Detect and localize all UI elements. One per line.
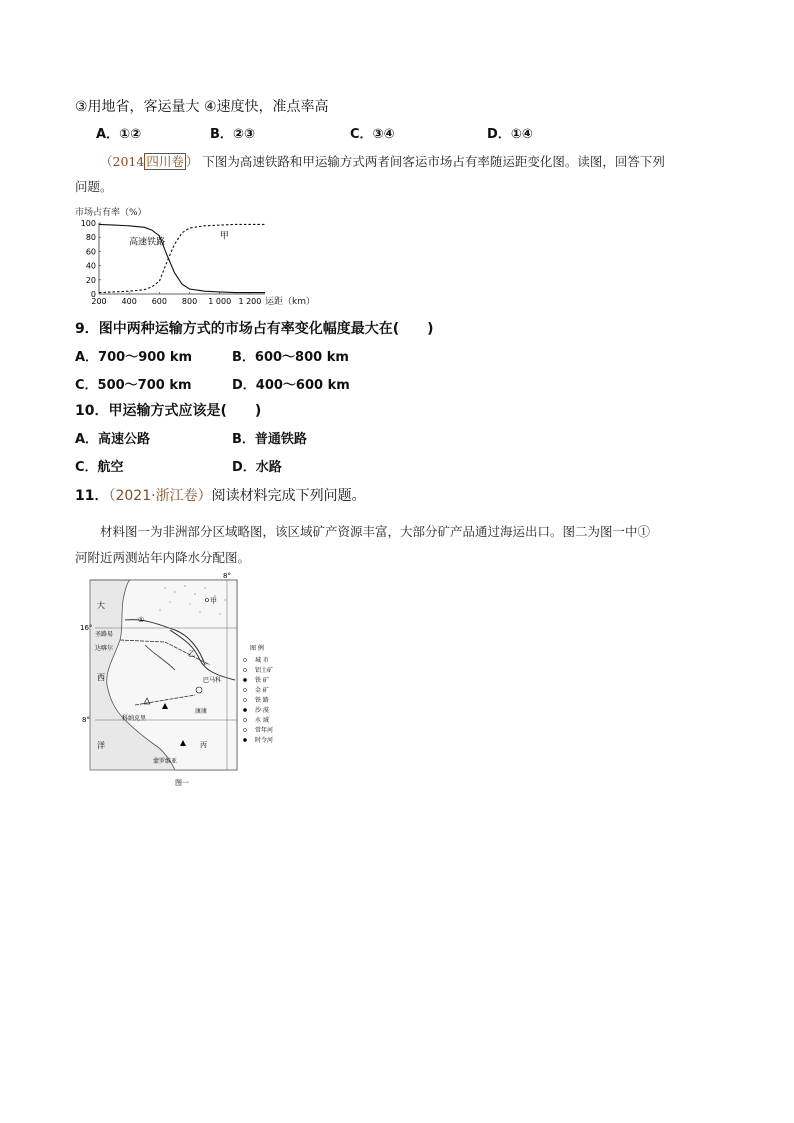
q9-option-b[interactable]: B．600～800 km [232, 350, 349, 365]
q9-option-d[interactable]: D．400～600 km [232, 378, 350, 393]
y-tick-label: 40 [85, 261, 96, 271]
city-marker [206, 599, 209, 602]
market-share-chart [75, 203, 345, 308]
place-dakar: 达喀尔 [95, 645, 114, 652]
y-tick-label: 100 [80, 219, 96, 228]
x-tick-label: 200 [91, 297, 107, 306]
q8-option-b[interactable]: B．②③ [210, 127, 255, 142]
y-tick-label: 80 [85, 233, 96, 243]
lat-16-label: 16° [80, 624, 93, 632]
y-axis-label: 市场占有率（%） [75, 208, 147, 218]
legend-label: 铁 路 [255, 697, 269, 704]
x-tick-label: 600 [151, 297, 168, 306]
place-conakry: 科纳克里 [122, 715, 147, 722]
legend-symbol [243, 708, 246, 711]
ocean-char-2: 西 [97, 673, 105, 682]
legend-label: 铁 矿 [255, 677, 269, 684]
lon-8-label: 8° [223, 572, 231, 580]
lat-8-label: 8° [82, 716, 90, 724]
legend-symbol [243, 668, 246, 671]
series-line-high-speed-rail [99, 224, 265, 292]
q10-option-d[interactable]: D．水路 [232, 460, 282, 475]
legend-label: 沙 漠 [255, 707, 269, 714]
map-caption: 图一 [175, 779, 189, 787]
legend-symbol [243, 678, 246, 681]
legend-label: 金 矿 [255, 687, 269, 694]
q10-option-a[interactable]: A．高速公路 [75, 432, 151, 447]
source-year: 2014 [112, 154, 145, 169]
place-kankan: 康康 [195, 708, 208, 715]
q11-year: 2021 [115, 488, 152, 504]
gold-marker [196, 687, 202, 693]
y-tick-label: 20 [85, 275, 96, 285]
question-10-stem: 10．甲运输方式应该是( ) [75, 403, 262, 419]
legend-symbol [243, 698, 246, 701]
legend-label: 铝土矿 [255, 667, 274, 674]
legend-label: 时令河 [255, 737, 274, 744]
x-axis-label: 运距（km） [265, 297, 315, 307]
africa-region-map [75, 570, 305, 790]
series-line-jia [99, 224, 265, 292]
q10-option-b[interactable]: B．普通铁路 [232, 432, 307, 447]
q9-option-a[interactable]: A．700～900 km [75, 350, 193, 365]
q11-source: 浙江卷 [155, 488, 198, 504]
q8-option-c[interactable]: C．③④ [350, 127, 395, 142]
intro-paragraph: （2014 四川卷 ） 下图为高速铁路和甲运输方式两者间客运市场占有率随运距变化图。读图，回答下列 [100, 154, 665, 169]
intro-text: 下图为高速铁路和甲运输方式两者间客运市场占有率随运距变化图。读图，回答下列 [202, 154, 665, 169]
place-monrovia: 蒙罗维亚 [153, 758, 178, 765]
place-bamako: 巴马科 [203, 677, 222, 684]
question-11-stem: 11．（2021·浙江卷）阅读材料完成下列问题。 [75, 488, 366, 504]
x-tick-label: 400 [121, 297, 137, 306]
x-tick-label: 800 [181, 297, 198, 306]
ocean-char-3: 洋 [97, 741, 105, 750]
legend-label: 常年河 [255, 727, 274, 734]
x-tick-label: 1 000 [208, 297, 232, 306]
legend-label: 城 市 [255, 657, 269, 664]
legend-label: 水 域 [255, 717, 269, 724]
q11-text: 阅读材料完成下列问题。 [211, 488, 366, 504]
q8-option-a[interactable]: A．①② [96, 127, 142, 142]
legend-title: 图 例 [250, 645, 264, 652]
intro-continued: 问题。 [75, 179, 113, 194]
source-exam: 四川卷 [146, 154, 184, 169]
place-saint-louis: 圣路易 [95, 631, 114, 638]
series-label-high-speed-rail: 高速铁路 [129, 237, 166, 248]
circled-one-label: ① [138, 616, 145, 624]
material-line-2: 河附近两测站年内降水分配图。 [75, 550, 251, 565]
y-tick-label: 60 [85, 247, 96, 257]
place-bing: 丙 [200, 741, 207, 749]
place-yi: 乙 [188, 650, 195, 658]
legend-symbol [243, 688, 246, 691]
legend-symbol [243, 738, 246, 741]
q11-number: 11． [75, 488, 109, 504]
place-jia: 甲 [210, 597, 217, 605]
question-8-statement: ③用地省，客运量大 ④速度快，准点率高 [75, 99, 329, 115]
ocean-char-1: 大 [97, 601, 105, 610]
q8-option-d[interactable]: D．①④ [487, 127, 533, 142]
question-9-stem: 9．图中两种运输方式的市场占有率变化幅度最大在( ) [75, 321, 434, 337]
y-tick-label: 0 [90, 290, 96, 299]
x-tick-label: 1 200 [238, 297, 262, 306]
q10-option-c[interactable]: C．航空 [75, 460, 124, 475]
series-label-jia: 甲 [219, 231, 229, 242]
q9-option-c[interactable]: C．500～700 km [75, 378, 192, 393]
material-line-1: 材料图一为非洲部分区域略图，该区域矿产资源丰富，大部分矿产品通过海运出口。图二为图一中① [100, 524, 651, 539]
legend-symbol [243, 728, 246, 731]
legend-symbol [243, 718, 246, 721]
legend-symbol [243, 658, 246, 661]
